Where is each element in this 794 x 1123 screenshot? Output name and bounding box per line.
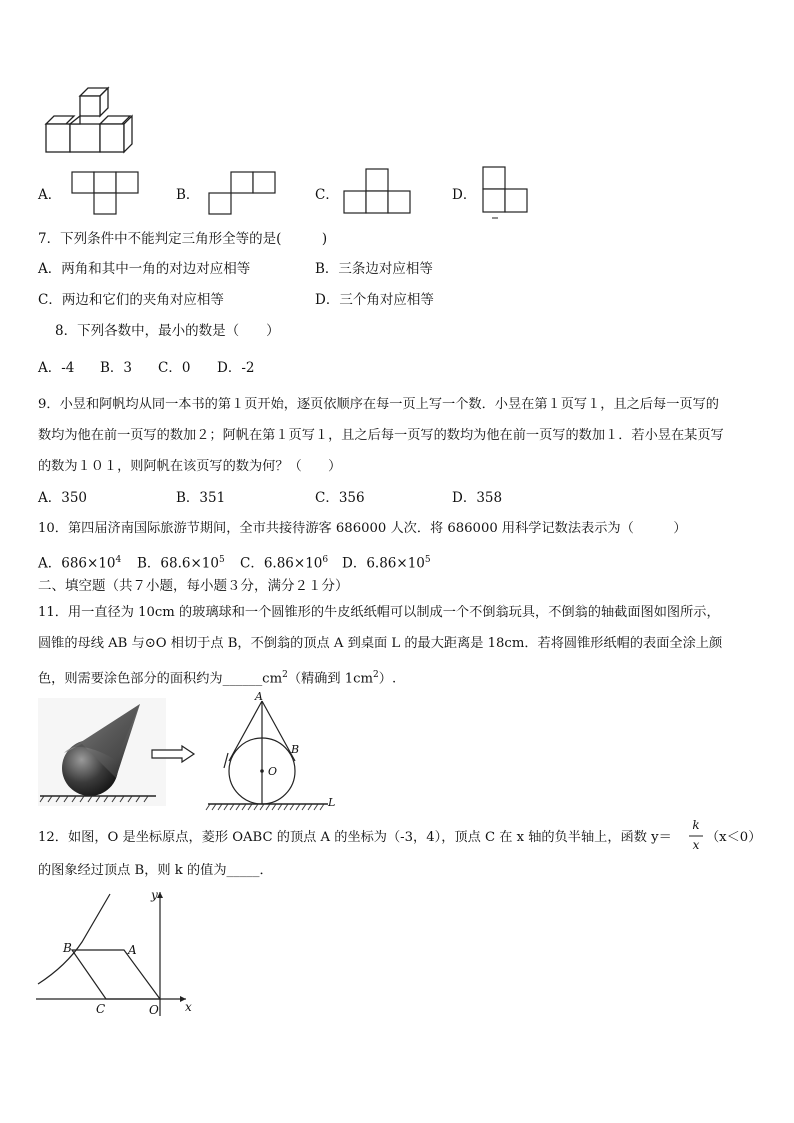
q11-label-b: B: [291, 743, 300, 756]
q11-sup-1: 2: [282, 670, 288, 680]
q11-line-1: 11．用一直径为 10cm 的玻璃球和一个圆锥形的牛皮纸纸帽可以制成一个不倒翁玩具，不倒翁的轴截面图如图所示，: [38, 605, 720, 620]
q12-label-c: C: [96, 1002, 106, 1016]
q11-label-a: A: [255, 690, 263, 703]
q11-line-3-c: ）.: [378, 671, 397, 687]
q6-option-c-net: [342, 166, 414, 216]
q6-option-d-label: D．: [452, 187, 477, 203]
q10-option-a: [38, 551, 121, 573]
q10-d-exponent: 5: [424, 555, 431, 565]
q10-c-base: C．6.86×10: [240, 555, 323, 572]
tumbler-photo: [38, 698, 166, 806]
q11-line-2: 圆锥的母线 AB 与⊙O 相切于点 B，不倒翁的顶点 A 到桌面 L 的最大距离是 18cm．若将圆锥形纸帽的表面全涂上颜: [38, 636, 723, 651]
q6-option-a-net: [70, 170, 140, 216]
q11-line-3: [38, 666, 396, 688]
q8-option-d: D．-2: [217, 360, 255, 376]
q7-option-d: D．三个角对应相等: [315, 292, 434, 308]
q12-fraction-bar: [688, 835, 704, 837]
q6-option-d-net: [480, 164, 532, 220]
q12-rhombus-figure: [36, 888, 196, 1018]
q9-line-1: 9．小昱和阿帆均从同一本书的第１页开始，逐页依顺序在每一页上写一个数．小昱在第１页写１，且之后每一页写的: [38, 397, 719, 412]
q12-fraction-denominator: x: [692, 838, 700, 852]
q10-a-exponent: 4: [115, 555, 122, 565]
section-2-heading: 二、填空题（共７小题，每小题３分，满分２１分）: [38, 578, 349, 594]
q6-option-a-label: A．: [38, 187, 62, 203]
q9-option-c: C．356: [315, 490, 365, 506]
q11-label-l: L: [328, 796, 336, 809]
q12-label-b: B: [63, 941, 72, 955]
right-arrow-icon: [150, 745, 196, 763]
q10-b-base: B．68.6×10: [137, 555, 219, 572]
q9-line-2: 数均为他在前一页写的数加２；阿帆在第１页写１，且之后每一页写的数均为他在前一页写的数加１．若小昱在某页写: [38, 428, 724, 443]
q11-cross-section-figure: [204, 693, 344, 811]
q12-line-1-b: （x＜0）: [706, 830, 762, 845]
q8-option-c: C．0: [158, 360, 191, 376]
q12-fraction-numerator: k: [692, 818, 700, 832]
q10-c-exponent: 6: [322, 555, 329, 565]
cube-stack-figure: [42, 86, 142, 156]
q12-label-y: y: [151, 888, 158, 902]
q12-line-2: 的图象经过顶点 B，则 k 的值为_____．: [38, 863, 273, 878]
q12-label-a: A: [128, 943, 137, 957]
q11-line-3-b: （精确到 1cm: [287, 671, 374, 687]
q11-sup-2: 2: [373, 670, 379, 680]
q7-stem: 7．下列条件中不能判定三角形全等的是( ): [38, 231, 328, 247]
q8-stem: 8．下列各数中，最小的数是（ ）: [55, 323, 280, 339]
q6-option-b-label: B．: [176, 187, 200, 203]
q12-line-1-a: 12．如图，O 是坐标原点，菱形 OABC 的顶点 A 的坐标为（-3，4），顶点 C 在 x 轴的负半轴上，函数 y＝: [38, 830, 672, 845]
q9-option-d: D．358: [452, 490, 503, 506]
q12-label-x: x: [185, 1000, 192, 1014]
q10-a-base: A．686×10: [38, 555, 116, 572]
q8-option-a: A．-4: [38, 360, 75, 376]
q11-line-3-a: 色，则需要涂色部分的面积约为______cm: [38, 671, 283, 687]
q9-option-b: B．351: [176, 490, 226, 506]
q10-b-exponent: 5: [218, 555, 225, 565]
q6-option-b-net: [207, 170, 279, 216]
q10-stem: 10．第四届济南国际旅游节期间，全市共接待游客 686000 人次．将 686000 用科学记数法表示为（ ）: [38, 521, 687, 536]
q10-option-c: [240, 551, 328, 573]
q9-option-a: A．350: [38, 490, 88, 506]
q7-option-b: B．三条边对应相等: [315, 261, 433, 277]
q10-d-base: D．6.86×10: [342, 555, 425, 572]
q7-option-a: A．两角和其中一角的对边对应相等: [38, 261, 251, 277]
q11-label-o: O: [268, 765, 278, 778]
q8-option-b: B．3: [100, 360, 133, 376]
q9-line-3: 的数为１０１，则阿帆在该页写的数为何？（ ）: [38, 459, 342, 474]
q12-label-o: O: [149, 1003, 159, 1017]
q7-option-c: C．两边和它们的夹角对应相等: [38, 292, 224, 308]
q10-option-d: [342, 551, 431, 573]
q10-option-b: [137, 551, 225, 573]
q6-option-c-label: C．: [315, 187, 339, 203]
